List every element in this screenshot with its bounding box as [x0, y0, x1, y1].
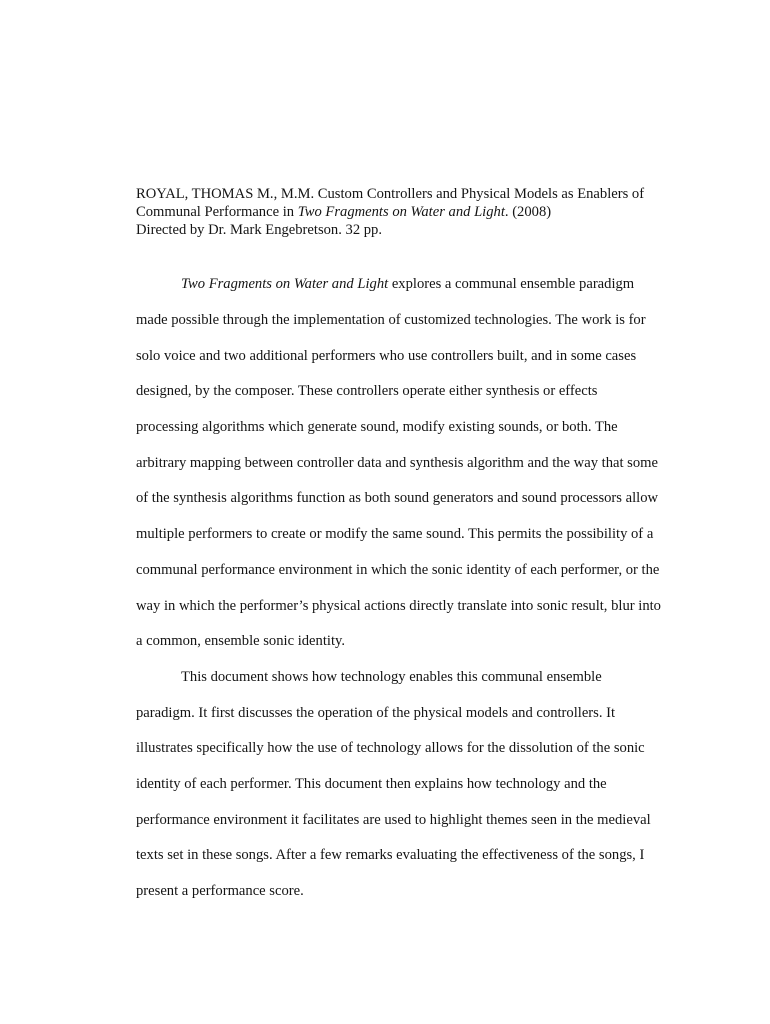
paragraph-1-line-1-text: explores a communal ensemble paradigm — [388, 276, 635, 292]
header-director-line: Directed by Dr. Mark Engebretson. 32 pp. — [136, 222, 383, 238]
header-work-title: Two Fragments on Water and Light — [297, 204, 505, 220]
header-year: . (2008) — [504, 204, 552, 220]
paragraph-2-line-7: present a performance score. — [136, 883, 304, 899]
abstract-header — [136, 185, 696, 239]
paragraph-2-line-1: This document shows how technology enables this communal ensemble — [181, 669, 602, 685]
paragraph-1-line-3: solo voice and two additional performers who use controllers built, and in some cases — [136, 348, 637, 364]
paragraph-1-line-6: arbitrary mapping between controller data and synthesis algorithm and the way that some — [136, 455, 658, 471]
paragraph-1-line-4: designed, by the composer. These controllers operate either synthesis or effects — [136, 383, 598, 399]
paragraph-1-line-1 — [181, 274, 634, 294]
paragraph-2-line-3: illustrates specifically how the use of technology allows for the dissolution of the sonic — [136, 740, 645, 756]
paragraph-1-line-2: made possible through the implementation of customized technologies. The work is for — [136, 312, 646, 328]
paragraph-1-line-7: of the synthesis algorithms function as both sound generators and sound processors allow — [136, 490, 659, 506]
paragraph-1-line-8: multiple performers to create or modify the same sound. This permits the possibility of a — [136, 526, 654, 542]
paragraph-1-line-11: a common, ensemble sonic identity. — [136, 633, 345, 649]
paragraph-2-line-2: paradigm. It first discusses the operation of the physical models and controllers. It — [136, 705, 616, 721]
header-author-title-line: ROYAL, THOMAS M., M.M. Custom Controllers and Physical Models as Enablers of — [136, 186, 645, 202]
paragraph-1-line-9: communal performance environment in which the sonic identity of each performer, or the — [136, 562, 660, 578]
paragraph-2-line-5: performance environment it facilitates are used to highlight themes seen in the medieval — [136, 812, 651, 828]
paragraph-1-line-5: processing algorithms which generate sound, modify existing sounds, or both. The — [136, 419, 618, 435]
header-title-line — [136, 203, 696, 221]
paragraph-2-line-4: identity of each performer. This document then explains how technology and the — [136, 776, 607, 792]
paragraph-2-line-6: texts set in these songs. After a few remarks evaluating the effectiveness of the songs, I — [136, 847, 645, 863]
header-title-prefix: Communal Performance in — [136, 204, 298, 220]
paragraph-1-line-10: way in which the performer’s physical actions directly translate into sonic result, blur into — [136, 598, 661, 614]
work-title-italic: Two Fragments on Water and Light — [181, 276, 389, 292]
